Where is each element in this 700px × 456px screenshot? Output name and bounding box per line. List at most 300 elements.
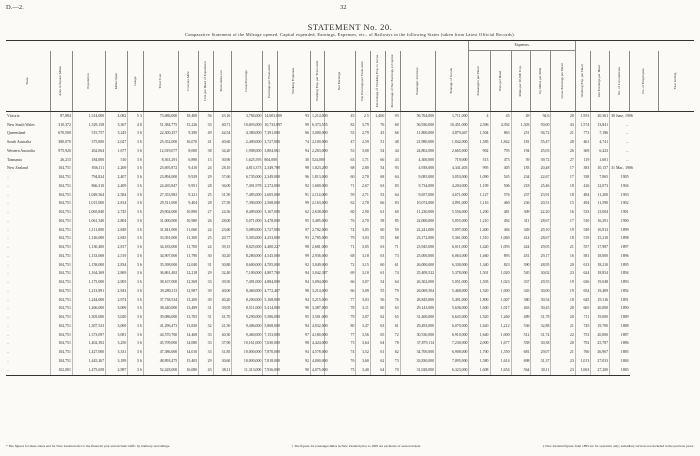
table-cell: 11,313,000 [232, 366, 263, 375]
table-cell: 69 [325, 270, 356, 279]
table-cell: 1905 [610, 173, 630, 182]
table-cell: 63 [386, 305, 400, 314]
table-cell: 9,657,000 [400, 191, 435, 200]
table-cell: 1,550 [490, 348, 511, 357]
table-cell: 22,241,000 [400, 226, 435, 235]
table-cell: 16,080 [179, 366, 199, 375]
table-cell: 23,945,000 [400, 243, 435, 252]
table-cell: 665 [575, 305, 591, 314]
table-cell: 95 [277, 217, 310, 226]
table-cell: 6,735,000 [232, 173, 263, 182]
table-cell: 1,583 [469, 138, 490, 147]
table-cell: 3,020 [106, 313, 128, 322]
column-header-label: Gross Earnings per Head [560, 63, 565, 99]
table-cell: 64 [386, 191, 400, 200]
table-cell: 2,000 [469, 340, 490, 349]
table-cell: 7,100,000 [232, 270, 263, 279]
table-cell: 68 [325, 252, 356, 261]
table-cell: 311 [511, 217, 531, 226]
table-row [6, 208, 694, 217]
table-cell: 1,307,523 [72, 322, 105, 331]
table-cell: 18 [551, 191, 575, 200]
column-header-label: No. of Employees [641, 68, 646, 94]
table-cell: 1,007 [490, 296, 511, 305]
table-cell: 20 [551, 261, 575, 270]
table-cell: 63 [325, 156, 356, 165]
table-cell: 5,089,000 [232, 226, 263, 235]
table-cell: 23 [551, 357, 575, 366]
table-cell: 25 [199, 191, 213, 200]
table-cell: 64 [370, 340, 386, 349]
table-cell: 1,127 [469, 191, 490, 200]
table-cell: 1901 [610, 208, 630, 217]
column-header-label: Tonnage of Goods [449, 67, 454, 94]
table-cell: 37,738,534 [143, 296, 178, 305]
table-cell: 20,361 [591, 112, 610, 121]
table-cell: 29,143,000 [400, 305, 435, 314]
table-cell: 3 6 [128, 270, 144, 279]
table-cell: 7,391,000 [263, 130, 277, 139]
table-cell: 7,936,000 [263, 366, 277, 375]
state-name-cell: Western Australia [7, 148, 35, 153]
table-cell: 576 [490, 191, 511, 200]
table-cell: 1,013 [575, 357, 591, 366]
table-cell: 1,266,000 [72, 305, 105, 314]
table-cell: 52,428,000 [143, 366, 178, 375]
table-cell: 64 [370, 366, 386, 375]
table-cell: 18,000 [591, 252, 610, 261]
table-cell: 893 [490, 252, 511, 261]
table-cell: 93 [277, 112, 310, 121]
table-cell: 16,291 [591, 217, 610, 226]
table-cell: 34,700,000 [400, 348, 435, 357]
table-cell: 1902 [610, 200, 630, 209]
table-cell: 24 [199, 226, 213, 235]
table-cell: 1,133,068 [72, 252, 105, 261]
table-cell: 7,390,000 [232, 200, 263, 209]
table-cell: 1,340 [469, 261, 490, 270]
table-cell: 4,380,000 [232, 130, 263, 139]
column-header-label: State [25, 77, 30, 85]
column-header-label: Tons per Head [497, 70, 502, 92]
table-cell: 2,845 [106, 235, 128, 244]
table-cell: 3,47 [356, 322, 370, 331]
table-cell: 23 [551, 366, 575, 375]
table-cell: 564 [511, 366, 531, 375]
table-cell: 61 [386, 261, 400, 270]
table-cell: 72 [325, 261, 356, 270]
table-cell: 3,79 [356, 121, 370, 130]
table-cell: 104,751 [50, 305, 72, 314]
table-cell: 104,751 [50, 243, 72, 252]
table-cell: 836,111 [72, 165, 105, 174]
table-cell: 54 [370, 147, 386, 156]
table-cell: 17,987 [591, 243, 610, 252]
table-cell: 24,56 [213, 208, 232, 217]
table-cell: 29,10 [531, 226, 551, 235]
table-cell: 416 [575, 182, 591, 191]
table-cell: ... [610, 130, 630, 139]
table-cell: 99 [277, 200, 310, 209]
table-cell: 1885 [610, 348, 630, 357]
table-cell: 2,114,000 [311, 191, 325, 200]
table-cell: 1,520 [469, 287, 490, 296]
table-cell: 1,504 [469, 130, 490, 139]
table-cell: 5,468,000 [436, 287, 469, 296]
table-cell: ... [610, 156, 630, 165]
table-cell: 60 [386, 121, 400, 130]
table-cell: 6,908,000 [436, 348, 469, 357]
table-cell: 484 [490, 226, 511, 235]
table-cell: 94 [277, 278, 310, 287]
table-cell: 18,854 [591, 270, 610, 279]
table-cell: 1894 [610, 270, 630, 279]
table-cell: 2,163,000 [311, 200, 325, 209]
table-cell: 12,569 [179, 278, 199, 287]
table-cell: 10,000,000 [232, 348, 263, 357]
state-name-cell: New Zealand [7, 166, 28, 171]
table-cell: 3 6 [128, 130, 144, 139]
table-cell: 636 [575, 278, 591, 287]
table-cell: 104,751 [50, 348, 72, 357]
state-name-cell: .. [7, 218, 9, 223]
table-cell: 98 [277, 340, 310, 349]
table-cell: 3 6 [128, 138, 144, 147]
table-cell: 1,813,000 [311, 173, 325, 182]
table-cell: 104,751 [50, 331, 72, 340]
table-cell: 473 [490, 156, 511, 165]
table-cell: 2,943 [106, 287, 128, 296]
table-cell: 39,15 [213, 243, 232, 252]
table-cell: 515,757 [72, 130, 105, 139]
table-cell: 6,011,000 [436, 243, 469, 252]
table-cell: 3,053,000 [436, 173, 469, 182]
table-cell: 8,200,000 [232, 296, 263, 305]
table-cell: 4,392 [490, 121, 511, 130]
table-cell: 104,751 [50, 261, 72, 270]
table-cell: 7,870,000 [263, 348, 277, 357]
column-header-label: Area in Square Miles [58, 65, 63, 96]
table-cell: 7,491,978 [232, 182, 263, 191]
table-cell: 11,800,000 [400, 130, 435, 139]
table-cell: 1,654 [490, 366, 511, 375]
table-cell: 33,391,000 [143, 235, 178, 244]
table-cell: 1,212 [490, 322, 511, 331]
state-name-cell: .. [7, 280, 9, 285]
table-row [6, 138, 694, 147]
column-header [400, 51, 435, 112]
table-cell: 55 [370, 287, 386, 296]
table-cell: 1,420 [469, 243, 490, 252]
table-cell: 13 [199, 156, 213, 165]
table-cell: 8,511,000 [232, 305, 263, 314]
table-cell: 35,398,000 [143, 261, 178, 270]
table-cell: 30,90 [213, 156, 232, 165]
table-cell: 24,802,000 [400, 147, 435, 156]
table-cell: 56,764,000 [400, 112, 435, 121]
table-cell: 7,630,000 [263, 340, 277, 349]
table-row [6, 322, 694, 331]
table-cell: 558 [511, 340, 531, 349]
table-cell: 2,67 [356, 182, 370, 191]
table-cell: 31,37 [531, 357, 551, 366]
table-cell: 45,709,000 [143, 340, 178, 349]
table-cell: 1,214,000 [311, 112, 325, 121]
table-row [6, 340, 694, 349]
table-cell: 19 [551, 226, 575, 235]
table-cell: 71 [325, 182, 356, 191]
table-cell: 1903 [610, 191, 630, 200]
table-cell: 21 [551, 243, 575, 252]
table-cell: 30,45 [531, 305, 551, 314]
table-cell: 63 [370, 252, 386, 261]
table-cell: 79 [325, 313, 356, 322]
table-row [6, 156, 694, 165]
state-name-cell: .. [7, 297, 9, 302]
table-cell: 3 6 [128, 331, 144, 340]
table-row [6, 121, 694, 130]
column-header [370, 51, 386, 112]
table-cell: 1,908,000 [232, 147, 263, 156]
table-cell: 11,060 [179, 226, 199, 235]
table-cell: 3,00 [356, 147, 370, 156]
table-cell: 1883 [610, 366, 630, 375]
table-row [6, 130, 694, 139]
table-cell: 54 [370, 278, 386, 287]
table-cell: 489 [511, 313, 531, 322]
table-cell: 545 [490, 173, 511, 182]
table-cell: 60 [370, 261, 386, 270]
table-cell: 2,804 [106, 217, 128, 226]
table-cell: 44,570,760 [143, 331, 178, 340]
table-cell: 93 [277, 235, 310, 244]
column-header-label: Net Earnings per Train-mile [360, 61, 365, 101]
table-cell: 3 6 [128, 278, 144, 287]
table-cell: 11,790 [179, 252, 199, 261]
table-cell: 4,253,000 [263, 235, 277, 244]
table-cell: 681 [511, 348, 531, 357]
state-name-cell: .. [7, 262, 9, 267]
table-cell: 54 [370, 165, 386, 174]
table-cell: 76 [325, 357, 356, 366]
table-cell: 10,000,000 [232, 357, 263, 366]
state-name-cell: .. [7, 245, 9, 250]
table-cell: 83 [386, 182, 400, 191]
state-name-cell: .. [7, 358, 9, 363]
table-row [6, 191, 694, 200]
table-cell: 37,60 [213, 173, 232, 182]
table-cell: 2,905 [106, 278, 128, 287]
table-cell: 29 [199, 270, 213, 279]
table-cell: 23,91 [531, 191, 551, 200]
table-cell: 40,71 [213, 121, 232, 130]
table-cell: 1,200 [469, 208, 490, 217]
table-cell: 3,367 [106, 121, 128, 130]
table-cell: 71 [386, 243, 400, 252]
table-cell: 1,158,000 [72, 261, 105, 270]
table-cell: 59 [325, 191, 356, 200]
table-cell: 1,620 [469, 322, 490, 331]
column-header [630, 51, 659, 112]
table-cell: 98 [277, 287, 310, 296]
table-cell: 711 [575, 313, 591, 322]
table-cell: 59 [386, 226, 400, 235]
table-cell: 20,77 [213, 235, 232, 244]
expenses-group-header: Expenses. [469, 41, 575, 51]
table-cell: 60 [325, 208, 356, 217]
table-cell: 1,164,269 [72, 270, 105, 279]
table-cell: 29 [199, 173, 213, 182]
table-cell: 823 [490, 261, 511, 270]
table-cell: 15 [551, 200, 575, 209]
table-cell: 3 6 [128, 191, 144, 200]
table-cell: 74 [277, 138, 310, 147]
table-cell: 995 [469, 165, 490, 174]
table-cell: 23,172,000 [400, 235, 435, 244]
table-cell: 66 [370, 156, 386, 165]
table-cell: 56 [199, 112, 213, 121]
state-name-cell: .. [7, 332, 9, 337]
column-header-label: Percentage of Working Exp. to Gross [375, 54, 380, 107]
table-cell: 60 [325, 173, 356, 182]
table-cell: 104,751 [50, 313, 72, 322]
table-cell: 16,070 [179, 138, 199, 147]
table-cell: 7,095,000 [436, 357, 469, 366]
table-cell: 4,300,000 [400, 156, 435, 165]
column-header-label: Miles Open [113, 72, 118, 89]
table-cell: 9,734,000 [400, 182, 435, 191]
table-cell: 975,920 [50, 147, 72, 156]
state-name-cell: .. [7, 271, 9, 276]
table-cell: 41,70 [213, 313, 232, 322]
table-cell: 30,20 [213, 252, 232, 261]
table-cell: 30 June, 1906 [610, 112, 630, 121]
table-cell: 51 [370, 138, 386, 147]
table-cell: 1,260 [490, 313, 511, 322]
table-cell: 11,700 [179, 243, 199, 252]
table-cell: 520 [511, 270, 531, 279]
table-cell: 2,817 [106, 243, 128, 252]
table-cell: 23,60 [213, 226, 232, 235]
table-cell: 39,72 [531, 156, 551, 165]
table-cell: 2.5 [356, 112, 370, 121]
table-row [6, 313, 694, 322]
table-cell: 99 [277, 121, 310, 130]
table-cell: 1,823,200 [311, 165, 325, 174]
table-row [6, 165, 694, 174]
table-cell: 9,404 [179, 200, 199, 209]
table-cell: 1,109 [469, 182, 490, 191]
table-cell: 4,204,000 [436, 182, 469, 191]
table-cell: 390 [511, 261, 531, 270]
table-cell: 29 [199, 357, 213, 366]
table-cell: 1,305,000 [72, 313, 105, 322]
table-cell: 4,741 [591, 138, 610, 147]
table-cell: 30 [199, 296, 213, 305]
table-cell: 13,705 [179, 313, 199, 322]
table-cell: 5,586,000 [263, 313, 277, 322]
table-cell: 4,032,000 [311, 322, 325, 331]
table-cell: 3 6 [128, 200, 144, 209]
table-cell: 19,116 [591, 296, 610, 305]
table-cell: 55,47 [531, 138, 551, 147]
table-cell: 39,05 [213, 305, 232, 314]
table-cell: 349 [511, 226, 531, 235]
table-cell: 4,000,000 [311, 357, 325, 366]
table-cell: 9,460,000 [232, 331, 263, 340]
table-cell: 38,11 [213, 366, 232, 375]
table-cell: 71 [325, 243, 356, 252]
table-cell: 513 [469, 156, 490, 165]
table-cell: 804,000 [263, 156, 277, 165]
table-cell: 6,063,000 [436, 252, 469, 261]
table-cell: 5,378,000 [436, 270, 469, 279]
table-cell: 1,063 [575, 366, 591, 375]
table-body [6, 112, 694, 376]
column-header [610, 51, 630, 112]
state-name-cell: .. [7, 288, 9, 293]
table-cell: 28,00 [213, 217, 232, 226]
table-cell: 29,05 [531, 243, 551, 252]
table-cell: 10,693,000 [232, 121, 263, 130]
table-cell: 21 [551, 322, 575, 331]
table-row [6, 270, 694, 279]
table-cell: 3,214,000 [311, 287, 325, 296]
table-cell: 7,491,000 [232, 278, 263, 287]
table-cell: 27,353,982 [143, 191, 178, 200]
table-cell: 25,352,000 [143, 138, 178, 147]
table-cell: 41,50 [213, 322, 232, 331]
table-cell: 4,884,000 [263, 278, 277, 287]
table-cell: 7,230,000 [436, 340, 469, 349]
table-cell: 794,824 [72, 173, 105, 182]
table-cell: 36,00 [213, 182, 232, 191]
table-cell: 28 [551, 138, 575, 147]
table-cell: 20 [551, 340, 575, 349]
table-cell: 21,980,000 [400, 138, 435, 147]
column-header [575, 51, 591, 112]
table-cell: 63 [370, 243, 386, 252]
table-cell: 26,000,000 [400, 261, 435, 270]
table-cell: 31,85 [213, 348, 232, 357]
table-cell: 9,290,000 [232, 313, 263, 322]
table-cell: 337 [511, 278, 531, 287]
table-cell: 8,000 [179, 147, 199, 156]
table-row [6, 182, 694, 191]
table-cell: 745 [575, 322, 591, 331]
table-cell: 510 [575, 217, 591, 226]
table-cell: 2,269 [106, 165, 128, 174]
table-cell: 3,56 [356, 331, 370, 340]
state-name-cell: .. [7, 210, 9, 215]
state-name-cell: South Australia [7, 140, 32, 145]
table-row [6, 147, 694, 156]
table-cell: 4,424,000 [311, 340, 325, 349]
table-cell: 4,705,000 [263, 261, 277, 270]
table-cell: 19 [551, 287, 575, 296]
table-cell: 32 [199, 322, 213, 331]
table-cell: 1,460 [469, 252, 490, 261]
table-row [6, 296, 694, 305]
table-cell: 15,405 [179, 357, 199, 366]
table-cell: 6,890 [179, 156, 199, 165]
table-cell: 9,221 [179, 191, 199, 200]
table-cell: 405 [490, 165, 511, 174]
table-cell: 1,842 [490, 138, 511, 147]
column-header-label: Population [86, 73, 91, 89]
table-row [6, 252, 694, 261]
table-cell: 3 6 [128, 156, 144, 165]
